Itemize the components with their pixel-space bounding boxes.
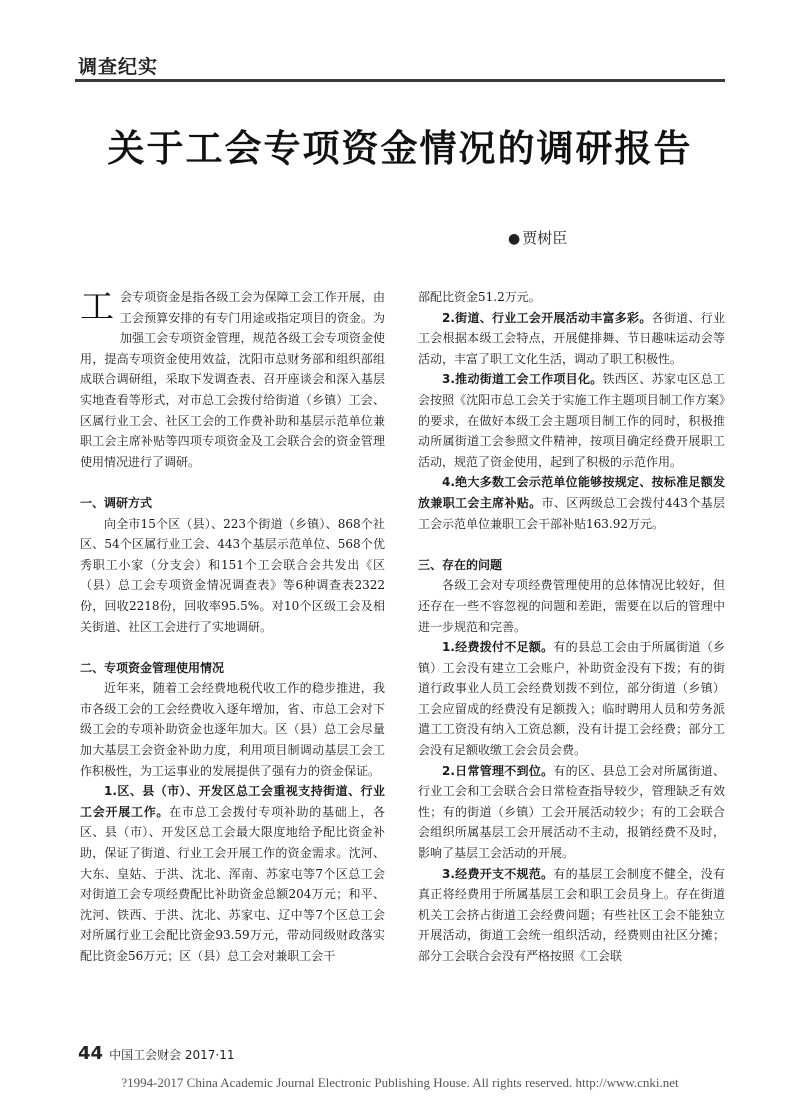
intro-text: 会专项资金是指各级工会为保障工会工作开展，由工会预算安排的有专门用途或指定项目的资金。为加强工会专项资金管理，规范各级工会专项资金使用，提高专项资金使用效益，沈阳市总财务部和组织部组成联合调研组，采取下发调查表、召开座谈会和深入基层实地查看等形式，对市总工会拨付给街道（乡镇）工会、区属行业工会、社区工会的工作费补助和基层示范单位兼职工会主席补贴等四项专项资金及工会联合会的资金管理使用情况进行了调研。: [80, 290, 385, 469]
item-1-paragraph: [80, 781, 385, 966]
right-column: [418, 287, 725, 967]
section-heading-3: 三、存在的问题: [418, 557, 503, 572]
copyright-line: ?1994-2017 China Academic Journal Electronic Publishing House. All rights reserved. http://www.cnki.net: [121, 1075, 679, 1090]
section-tag: 调查纪实: [78, 56, 159, 78]
journal-name: 中国工会财会 2017·11: [109, 1048, 235, 1062]
item-2-lead: 2.街道、行业工会开展活动丰富多彩。: [442, 310, 652, 325]
bullet-icon: ●: [508, 231, 521, 247]
author-line: [508, 227, 567, 248]
item-4-paragraph: [418, 472, 725, 534]
section-3-text: 各级工会对专项经费管理使用的总体情况比较好，但还存在一些不容忽视的问题和差距，需要在以后的管理中进一步规范和完善。: [418, 578, 725, 634]
problem-3-text: 有的基层工会制度不健全，没有真正将经费用于所属基层工会和职工会员身上。存在街道机关工会挤占街道工会经费问题；有些社区工会不能独立开展活动，街道工会统一组织活动，经费则由社区分摊；部分工会联合会没有严格按照《工会联: [418, 866, 725, 963]
page-footer: [78, 1043, 235, 1064]
section-heading-1: 一、调研方式: [80, 495, 153, 510]
article-title: 关于工会专项资金情况的调研报告: [107, 127, 693, 170]
item-1-lead: 1.区、县（市）、开发区总工会重视支持街道、行业工会开展工作。: [80, 784, 385, 819]
problem-3-paragraph: [418, 864, 725, 967]
author-name: 贾树臣: [522, 229, 568, 247]
continued-text: 部配比资金51.2万元。: [418, 290, 541, 304]
section-heading-2: 二、专项资金管理使用情况: [80, 660, 225, 675]
item-3-lead: 3.推动街道工会工作项目化。: [442, 372, 603, 387]
item-4-text: 市、区两级总工会拨付443个基层工会示范单位兼职工会干部补贴163.92万元。: [418, 495, 725, 531]
problem-3-lead: 3.经费开支不规范。: [442, 866, 554, 881]
problem-2-paragraph: [418, 761, 725, 864]
problem-1-paragraph: [418, 637, 725, 761]
problem-2-text: 有的区、县总工会对所属街道、行业工会和工会联合会日常检查指导较少，管理缺乏有效性；有的街道（乡镇）工会开展活动较少；有的工会联合会组织所属基层工会开展活动不主动，报销经费不及时，影响了基层工会活动的开展。: [418, 763, 725, 861]
section-2-text: 近年来，随着工会经费地税代收工作的稳步推进，我市各级工会的工会经费收入逐年增加，省、市总工会对下级工会的专项补助资金也逐年加大。区（县）总工会尽量加大基层工会资金补助力度，利用项目制调动基层工会工作积极性，为工运事业的发展提供了强有力的资金保证。: [80, 681, 385, 778]
left-column: [80, 287, 385, 967]
problem-1-lead: 1.经费拨付不足额。: [442, 640, 554, 655]
item-3-text: 铁西区、苏家屯区总工会按照《沈阳市总工会关于实施工作主题项目制工作方案》的要求，在做好本级工会主题项目制工作的同时，积极推动所属街道工会参照文件精神，按项目确定经费开展职工活动，规范了资金使用，起到了积极的示范作用。: [418, 372, 725, 469]
page-number: 44: [78, 1043, 104, 1064]
problem-1-text: 有的县总工会由于所属街道（乡镇）工会没有建立工会账户，补助资金没有下拨；有的街道行政事业人员工会经费划拨不到位，部分街道（乡镇）工会应留成的经费没有足额拨入；临时聘用人员和劳务派遣工工资没有纳入工资总额，没有计提工会经费；部分工会没有足额收缴工会会员会费。: [418, 640, 725, 758]
section-1-text: 向全市15个区（县）、223个街道（乡镇）、868个社区、54个区属行业工会、443个基层示范单位、568个优秀职工小家（分支会）和151个工会联合会共发出《区（县）总工会专项资金情况调查表》等6种调查表2322份，回收2218份，回收率95.5%。对10个区级工会及相关街道、社区工会进行了实地调研。: [80, 516, 385, 634]
item-2-text: 各街道、行业工会根据本级工会特点，开展健排舞、节日趣味运动会等活动，丰富了职工文化生活，调动了职工积极性。: [418, 310, 725, 366]
item-4-lead: 4.绝大多数工会示范单位能够按规定、按标准足额发放兼职工会主席补贴。: [418, 475, 725, 510]
drop-cap: 工: [80, 287, 114, 327]
header-rule: [75, 79, 725, 82]
item-3-paragraph: [418, 369, 725, 472]
item-2-paragraph: [418, 308, 725, 370]
item-1-text: 在市总工会拨付专项补助的基础上，各区、县（市）、开发区总工会最大限度地给予配比资金补助，保证了街道、行业工会开展工作的资金需求。沈河、大东、皇姑、于洪、沈北、浑南、苏家屯等7个区总工会对街道工会专项经费配比补助资金总额204万元；和平、沈河、铁西、于洪、沈北、苏家屯、辽中等7个区总工会对所属行业工会配比资金93.59万元，带动同级财政落实配比资金56万元；区（县）总工会对兼职工会干: [80, 804, 385, 963]
intro-paragraph: [80, 287, 385, 472]
problem-2-lead: 2.日常管理不到位。: [442, 763, 554, 778]
